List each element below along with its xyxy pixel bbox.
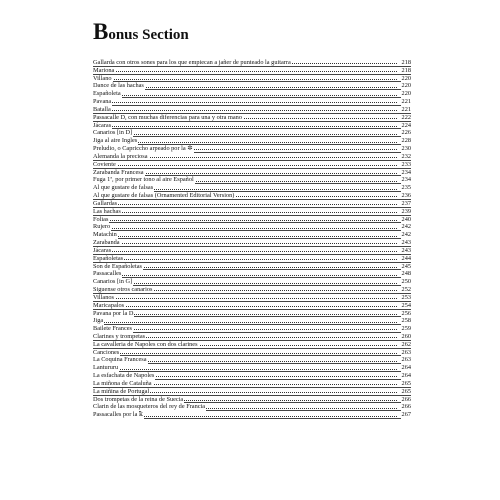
toc-entry: [93, 356, 411, 364]
toc-entry: [93, 239, 411, 247]
toc-entry-title: Españoletas: [93, 254, 124, 262]
dot-leader: [93, 95, 397, 96]
dot-leader: [93, 71, 397, 72]
toc-entry: [93, 75, 411, 83]
dot-leader: [93, 259, 397, 260]
toc-entry-page: 220: [401, 82, 411, 90]
toc-entry: [93, 137, 411, 145]
toc-entry: [93, 372, 411, 380]
toc-entry-title: Passacalle D, con muchas diferencias para una y otra mano: [93, 113, 242, 121]
toc-entry-page: 267: [401, 411, 411, 419]
toc-entry-page: 236: [401, 192, 411, 200]
toc-entry-page: 232: [401, 152, 411, 160]
toc-entry-page: 226: [401, 129, 411, 137]
dot-leader: [93, 236, 397, 237]
toc-entry-page: 264: [401, 364, 411, 372]
toc-entry-title: Las hachas: [93, 207, 121, 215]
toc-entry-title: La miñina de Portugal: [93, 387, 150, 395]
toc-entry-title: Rujero: [93, 223, 111, 231]
toc-entry-title: Coviente: [93, 160, 116, 168]
toc-entry-title: Maricapalos: [93, 301, 125, 309]
toc-entry-title: Folias: [93, 215, 109, 223]
toc-entry: [93, 106, 411, 114]
toc-entry-title: Al que gustare de falsas: [93, 184, 154, 192]
toc-entry-title: La cavalleria de Napoles con dos clarines: [93, 340, 198, 348]
toc-entry: [93, 388, 411, 396]
toc-entry-title: Fuga 1ª, por primer tono al aire Español: [93, 176, 194, 184]
toc-entry-title: La miñona de Cataluña: [93, 379, 152, 387]
toc-entry-page: 242: [401, 231, 411, 239]
dot-leader: [93, 204, 397, 205]
toc-entry: [93, 184, 411, 192]
toc-entry-page: 218: [401, 66, 411, 74]
toc-entry-page: 222: [401, 113, 411, 121]
toc-entry-page: 224: [401, 121, 411, 129]
toc-entry: [93, 82, 411, 90]
toc-entry-title: Matachin: [93, 231, 117, 239]
toc-entry-title: Zarabanda Francesa: [93, 168, 144, 176]
toc-entry-title: Canciones: [93, 348, 120, 356]
dot-leader: [93, 283, 397, 284]
toc-entry-page: 256: [401, 309, 411, 317]
toc-entry: [93, 411, 411, 419]
dot-leader: [93, 228, 397, 229]
toc-entry: [93, 286, 411, 294]
toc-entry-title: Canarios [in G]: [93, 278, 133, 286]
toc-entry-title: Al que gustare de falsas (Ornamented Editorial Version): [93, 192, 235, 200]
toc-entry-title: Jiga: [93, 317, 104, 325]
toc-entry: [93, 231, 411, 239]
dot-leader: [93, 353, 397, 354]
toc-entry-page: 242: [401, 223, 411, 231]
toc-entry-page: 244: [401, 254, 411, 262]
toc-entry: [93, 263, 411, 271]
toc-entry: [93, 341, 411, 349]
toc-entry: [93, 333, 411, 341]
toc-entry-page: 220: [401, 74, 411, 82]
toc-entry-title: Batalla: [93, 105, 111, 113]
toc-entry-page: 228: [401, 137, 411, 145]
toc-entry: [93, 364, 411, 372]
toc-entry-page: 221: [401, 105, 411, 113]
toc-entry-title: Siguense otros canarios: [93, 286, 153, 294]
toc-entry: [93, 200, 411, 208]
toc-entry-page: 265: [401, 387, 411, 395]
toc-entry-page: 262: [401, 340, 411, 348]
toc-entry-title: Jácaras: [93, 246, 112, 254]
toc-entry: [93, 270, 411, 278]
toc-entry: [93, 223, 411, 231]
toc-entry-title: Villano: [93, 74, 112, 82]
toc-entry: [93, 153, 411, 161]
toc-entry: [93, 255, 411, 263]
toc-entry-page: 253: [401, 293, 411, 301]
toc-entry-page: 264: [401, 372, 411, 380]
dot-leader: [93, 220, 397, 221]
toc-entry-title: Gallarda con otros sones para los que empiecan a jañer de punteado la guitarra: [93, 59, 291, 66]
dot-leader: [93, 369, 397, 370]
toc-entry-title: Españoleta: [93, 90, 121, 98]
toc-entry: [93, 349, 411, 357]
toc-entry: [93, 176, 411, 184]
dot-leader: [93, 329, 397, 330]
toc-entry-title: Dance de las hachas: [93, 82, 144, 90]
table-of-contents: [93, 59, 411, 419]
toc-entry-title: Zarabanda: [93, 239, 120, 247]
section-title: [93, 19, 189, 45]
toc-entry-page: 259: [401, 325, 411, 333]
toc-entry-title: Canarios [in D]: [93, 129, 133, 137]
toc-entry-title: Passacalles: [93, 270, 122, 278]
toc-entry: [93, 90, 411, 98]
toc-entry-page: 250: [401, 278, 411, 286]
toc-entry-title: Bailete Frances: [93, 325, 132, 333]
toc-entry: [93, 161, 411, 169]
toc-entry-page: 234: [401, 168, 411, 176]
toc-entry: [93, 67, 411, 75]
toc-entry: [93, 114, 411, 122]
toc-entry: [93, 403, 411, 411]
toc-entry: [93, 317, 411, 325]
toc-entry-page: 260: [401, 332, 411, 340]
toc-entry: [93, 310, 411, 318]
toc-entry-page: 243: [401, 239, 411, 247]
toc-entry-title: Alemanda la preciosa: [93, 152, 148, 160]
toc-entry-title: Son de Españoletas: [93, 262, 142, 270]
toc-entry-title: Gallardas: [93, 199, 118, 207]
dot-leader: [93, 243, 397, 244]
toc-entry-page: 235: [401, 184, 411, 192]
dot-leader: [93, 298, 397, 299]
toc-entry-page: 233: [401, 160, 411, 168]
toc-entry: [93, 192, 411, 200]
toc-entry-title: Lantururu: [93, 364, 119, 372]
toc-entry-page: 254: [401, 301, 411, 309]
toc-entry-page: 240: [401, 215, 411, 223]
toc-entry: [93, 294, 411, 302]
toc-entry: [93, 169, 411, 177]
toc-entry-title: Mariona: [93, 66, 115, 74]
toc-entry-page: 265: [401, 379, 411, 387]
toc-entry-title: Passacalles por la ꝁ: [93, 411, 143, 419]
toc-entry-title: La Coquina Francesa: [93, 356, 147, 364]
toc-entry: [93, 302, 411, 310]
toc-entry-page: 237: [401, 199, 411, 207]
toc-entry-page: 220: [401, 90, 411, 98]
toc-entry-title: Clarines y trompetas: [93, 332, 146, 340]
dot-leader: [93, 314, 397, 315]
dot-leader: [93, 212, 397, 213]
dot-leader: [93, 102, 397, 103]
toc-entry: [93, 129, 411, 137]
toc-entry-page: 230: [401, 145, 411, 153]
toc-entry: [93, 122, 411, 130]
toc-entry: [93, 59, 411, 67]
dot-leader: [93, 306, 397, 307]
toc-entry-page: 248: [401, 270, 411, 278]
toc-entry-title: Villanos: [93, 293, 114, 301]
section-title-rest: onus Section: [108, 27, 189, 43]
toc-entry-title: Dos trompetas de la reina de Suecia: [93, 395, 184, 403]
dot-leader: [93, 165, 397, 166]
toc-entry: [93, 145, 411, 153]
toc-entry: [93, 278, 411, 286]
toc-entry: [93, 396, 411, 404]
dot-leader: [93, 79, 397, 80]
toc-entry-title: Jiga al aire Ingles: [93, 137, 138, 145]
toc-entry-page: 221: [401, 98, 411, 106]
toc-entry-title: Jácaras: [93, 121, 112, 129]
dot-leader: [93, 322, 397, 323]
section-title-initial: B: [93, 19, 109, 44]
toc-entry-title: La esfachata de Napoles: [93, 372, 155, 380]
toc-entry-title: Clarin de las mosqueteros del rey de Francia: [93, 403, 206, 411]
toc-entry-page: 266: [401, 403, 411, 411]
toc-entry: [93, 216, 411, 224]
toc-entry-page: 258: [401, 317, 411, 325]
dot-leader: [93, 126, 397, 127]
toc-entry-title: Preludio, o Capriccho arpeado por la ✲: [93, 145, 193, 153]
toc-entry-page: 266: [401, 395, 411, 403]
toc-entry: [93, 380, 411, 388]
toc-entry-page: 263: [401, 348, 411, 356]
toc-entry-page: 234: [401, 176, 411, 184]
toc-entry: [93, 325, 411, 333]
toc-entry: [93, 208, 411, 216]
dot-leader: [93, 275, 397, 276]
dot-leader: [93, 142, 397, 143]
toc-entry-title: Pavana por la D: [93, 309, 134, 317]
toc-entry-page: 263: [401, 356, 411, 364]
dot-leader: [93, 110, 397, 111]
toc-entry-title: Pavana: [93, 98, 112, 106]
toc-entry-page: 239: [401, 207, 411, 215]
toc-entry-page: 252: [401, 286, 411, 294]
toc-entry-page: 243: [401, 246, 411, 254]
toc-entry: [93, 98, 411, 106]
dot-leader: [93, 251, 397, 252]
toc-entry: [93, 247, 411, 255]
toc-entry-page: 218: [401, 59, 411, 66]
dot-leader: [93, 134, 397, 135]
toc-entry-page: 245: [401, 262, 411, 270]
